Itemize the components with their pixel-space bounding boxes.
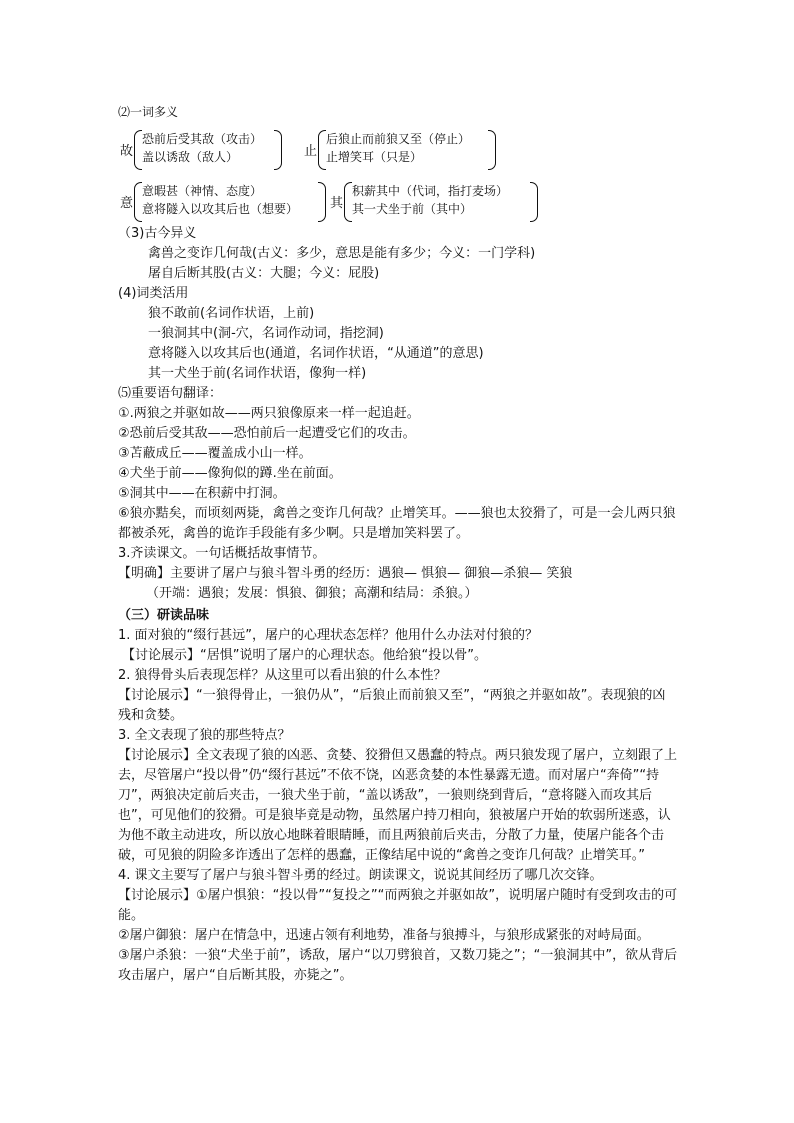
left-brace-icon — [318, 130, 326, 170]
polysemy-char-gu: 故 — [120, 144, 134, 159]
polysemy-entry: 止增笑耳（只是） — [326, 150, 423, 164]
right-brace-icon — [318, 182, 326, 222]
question-2: 2. 狼得骨头后表现怎样？从这里可以看出狼的什么本性？ — [118, 668, 447, 683]
translation-item: ③苫蔽成丘——覆盖成小山一样。 — [118, 446, 312, 461]
right-brace-icon — [274, 130, 282, 170]
wordclass-item: 狼不敢前(名词作状语，上前) — [148, 306, 315, 321]
question-3: 3. 全文表现了狼的那些特点？ — [118, 728, 291, 743]
polysemy-row-2 — [118, 182, 678, 222]
answer-4-part-2: ②屠户御狼：屠户在情急中，迅速占领有利地势，准备与狼搏斗，与狼形成紧张的对峙局面。 — [118, 928, 650, 943]
polysemy-entry: 其一犬坐于前（其中） — [352, 202, 473, 216]
translation-item: ④犬坐于前——像狗似的蹲.坐在前面。 — [118, 466, 342, 481]
answer-3: 【讨论展示】全文表现了狼的凶恶、贪婪、狡猾但又愚蠢的特点。两只狼发现了屠户，立刻跟了上去，尽管屠户“投以骨”仍“缀行甚远”不依不饶，凶恶贪婪的本性暴露无遗。而对屠户“奔倚”“持刀”，两狼决定前后夹击，一狼犬坐于前，“盖以诱敌”，一狼则绕到背后，“意将隧入而攻其后也”，可见他们的狡猾。可是狼毕竟是动物，虽然屠户持刀相向，狼被屠户开始的软弱所迷惑，认为他不敢主动进攻，所以放心地眯着眼睛睡，而且两狼前后夹击，分散了力量，使屠户能各个击破，可见狼的阴险多诈透出了怎样的愚蠢，正像结尾中说的“禽兽之变诈几何哉？止增笑耳。” — [118, 748, 678, 863]
question-4: 4. 课文主要写了屠户与狼斗智斗勇的经过。朗读课文，说说其间经历了哪几次交锋。 — [118, 868, 603, 883]
polysemy-entry: 积薪其中（代词，指打麦场） — [352, 184, 509, 198]
answer-1: 【讨论展示】“居惧”说明了屠户的心理状态。他给狼“投以骨”。 — [122, 648, 487, 663]
polysemy-entry: 盖以诱敌（敌人） — [142, 150, 239, 164]
archaic-heading: （3)古今异义 — [118, 226, 197, 241]
translation-item: ⑤洞其中——在积薪中打洞。 — [118, 486, 286, 501]
polysemy-char-qi: 其 — [330, 196, 344, 211]
polysemy-char-zhi: 止 — [304, 144, 318, 159]
reading-task: 3.齐读课文。一句话概括故事情节。 — [118, 546, 326, 561]
section-heading: （三）研读品味 — [118, 608, 210, 623]
left-brace-icon — [134, 130, 142, 170]
left-brace-icon — [344, 182, 352, 222]
right-brace-icon — [488, 130, 496, 170]
polysemy-row-1 — [118, 130, 678, 170]
translation-item: ②恐前后受其敌——恐怕前后一起遭受它们的攻击。 — [118, 426, 416, 441]
archaic-item: 禽兽之变诈几何哉(古义：多少，意思是能有多少；今义：一门学科) — [148, 246, 536, 261]
answer-2: 【讨论展示】“一狼得骨止，一狼仍从”，“后狼止而前狼又至”，“两狼之并驱如故”。表现狼的凶残和贪婪。 — [118, 688, 666, 723]
right-brace-icon — [530, 182, 538, 222]
left-brace-icon — [134, 182, 142, 222]
question-1: 1. 面对狼的“缀行甚远”，屠户的心理状态怎样？他用什么办法对付狼的？ — [118, 628, 539, 643]
polysemy-entry: 后狼止而前狼又至（停止） — [326, 132, 471, 146]
wordclass-item: 其一犬坐于前(名词作状语，像狗一样) — [148, 366, 367, 381]
translation-item: ⑥狼亦黠矣，而顷刻两毙，禽兽之变诈几何哉？止增笑耳。——狼也太狡猾了，可是一会儿两只狼都被杀死，禽兽的诡诈手段能有多少啊。只是增加笑料罢了。 — [118, 506, 676, 541]
polysemy-heading: ⑵一词多义 — [118, 105, 179, 119]
translation-item: ①.两狼之并驱如故——两只狼像原来一样一起追赶。 — [118, 406, 420, 421]
wordclass-item: 意将隧入以攻其后也(通道，名词作状语，“从通道”的意思) — [148, 346, 484, 361]
document-page — [118, 100, 678, 986]
polysemy-char-yi: 意 — [120, 196, 134, 211]
polysemy-entry: 意暇甚（神情、态度） — [142, 184, 263, 198]
archaic-item: 屠自后断其股(古义：大腿；今义：屁股) — [148, 266, 380, 281]
reading-structure: （开端：遇狼；发展：惧狼、御狼；高潮和结局：杀狼。） — [146, 586, 478, 601]
answer-4-part-1: 【讨论展示】①屠户惧狼：“投以骨”“复投之”“而两狼之并驱如故”，说明屠户随时有受到攻击的可能。 — [118, 888, 678, 923]
reading-clarify: 【明确】主要讲了屠户与狼斗智斗勇的经历：遇狼— 惧狼— 御狼—杀狼— 笑狼 — [118, 566, 573, 581]
wordclass-heading: (4)词类活用 — [118, 286, 189, 301]
polysemy-entry: 恐前后受其敌（攻击） — [142, 132, 263, 146]
wordclass-item: 一狼洞其中(洞-穴，名词作动词，指挖洞) — [148, 326, 384, 341]
translation-heading: ⑸重要语句翻译： — [118, 386, 223, 401]
answer-4-part-3: ③屠户杀狼：一狼“犬坐于前”，诱敌，屠户“以刀劈狼首，又数刀毙之”；“一狼洞其中”，欲从背后攻击屠户，屠户“自后断其股，亦毙之”。 — [118, 948, 678, 983]
polysemy-entry: 意将隧入以攻其后也（想要） — [142, 202, 299, 216]
